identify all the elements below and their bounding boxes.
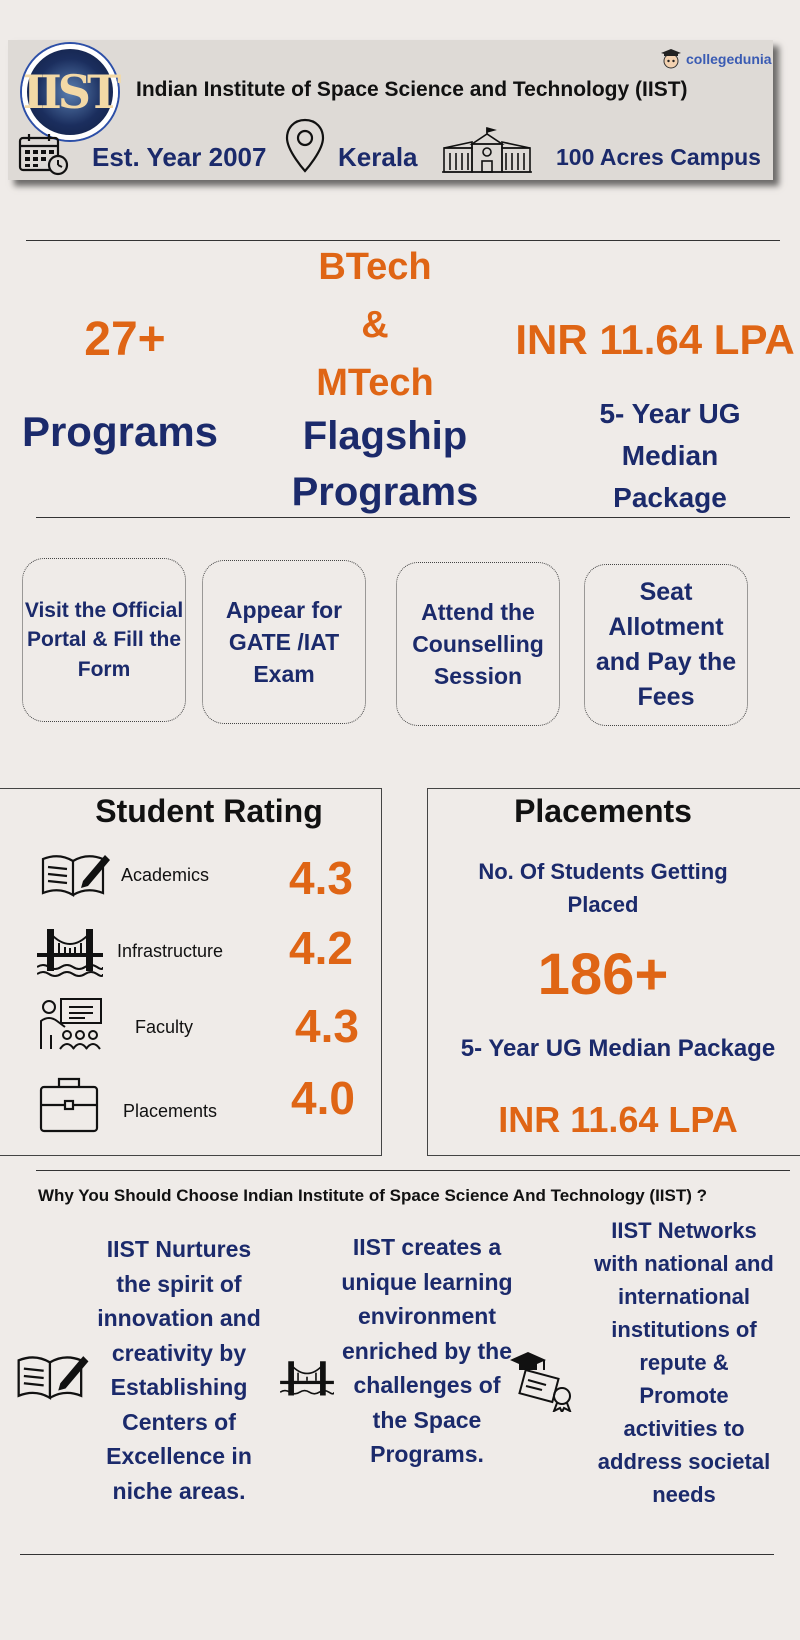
mascot-icon	[660, 48, 682, 70]
step-2	[202, 560, 366, 724]
package-label-2: Median	[621, 440, 719, 471]
rating-label-academics: Academics	[121, 865, 210, 885]
logo-text: IIST	[22, 65, 118, 119]
open-book-icon	[39, 851, 111, 899]
campus-size: 100 Acres Campus	[556, 144, 761, 170]
programs-label: Programs	[21, 408, 219, 455]
location: Kerala	[338, 142, 418, 172]
rating-label-placements: Placements	[123, 1101, 218, 1121]
calendar-icon	[18, 132, 70, 176]
step-1-text: Visit the Official Portal & Fill the Form	[24, 598, 184, 681]
package-value: INR 11.64 LPA	[515, 316, 795, 363]
flagship-label-1: Flagship	[302, 414, 468, 458]
graduation-certificate-icon	[508, 1350, 578, 1412]
step-3-text: Attend the Counselling Session	[412, 598, 544, 690]
open-book-icon	[14, 1352, 90, 1402]
rating-value-academics: 4.3	[289, 852, 353, 904]
step-1	[22, 558, 186, 722]
rating-value-infrastructure: 4.2	[289, 922, 353, 974]
why-choose-title: Why You Should Choose Indian Institute of Space Science And Technology (IIST) ?	[38, 1186, 708, 1205]
step-4-text: Seat Allotment and Pay the Fees	[595, 578, 737, 711]
students-placed-value: 186+	[537, 942, 669, 1007]
students-placed-label: No. Of Students Getting Placed	[478, 859, 728, 917]
divider	[36, 1170, 790, 1171]
flagship-amp: &	[361, 304, 389, 346]
rating-value-placements: 4.0	[291, 1072, 355, 1124]
step-4	[584, 564, 748, 726]
briefcase-icon	[39, 1075, 99, 1133]
iist-logo	[22, 44, 118, 140]
step-3	[396, 562, 560, 726]
brand-name: collegedunia	[686, 51, 772, 67]
student-rating-panel	[0, 788, 382, 1156]
placements-title: Placements	[514, 793, 692, 829]
rating-label-infrastructure: Infrastructure	[117, 941, 224, 961]
est-year: Est. Year 2007	[92, 142, 267, 172]
bridge-icon	[280, 1358, 334, 1402]
divider	[20, 1554, 774, 1555]
flagship-label-2: Programs	[291, 470, 479, 514]
programs-count: 27+	[84, 313, 166, 366]
campus-building-icon	[442, 126, 532, 174]
page-title: Indian Institute of Space Science and Technology (IIST)	[136, 78, 688, 101]
flagship-mtech: MTech	[316, 362, 434, 404]
median-package-label: 5- Year UG Median Package	[460, 1035, 776, 1062]
teacher-icon	[39, 997, 105, 1051]
reason-2: IIST creates a unique learning environment enriched by the challenges of the Space Programs.	[341, 1234, 513, 1467]
header-card	[8, 40, 773, 180]
divider	[36, 517, 790, 518]
bridge-icon	[37, 925, 103, 979]
reason-3: IIST Networks with national and international institutions of repute & Promote activities to address societal needs	[594, 1218, 774, 1507]
rating-value-faculty: 4.3	[295, 1000, 359, 1052]
collegedunia-brand	[660, 48, 772, 70]
package-label-3: Package	[613, 482, 727, 513]
reason-1: IIST Nurtures the spirit of innovation and creativity by Establishing Centers of Excellence in niche areas.	[97, 1236, 261, 1504]
location-pin-icon	[284, 118, 326, 174]
median-package-value: INR 11.64 LPA	[498, 1099, 738, 1140]
step-2-text: Appear for GATE /IAT Exam	[225, 596, 343, 688]
package-label-1: 5- Year UG	[599, 398, 741, 429]
flagship-btech: BTech	[318, 246, 432, 288]
placements-panel	[427, 788, 800, 1156]
divider	[26, 240, 780, 241]
rating-label-faculty: Faculty	[135, 1017, 194, 1037]
student-rating-title: Student Rating	[95, 793, 323, 829]
